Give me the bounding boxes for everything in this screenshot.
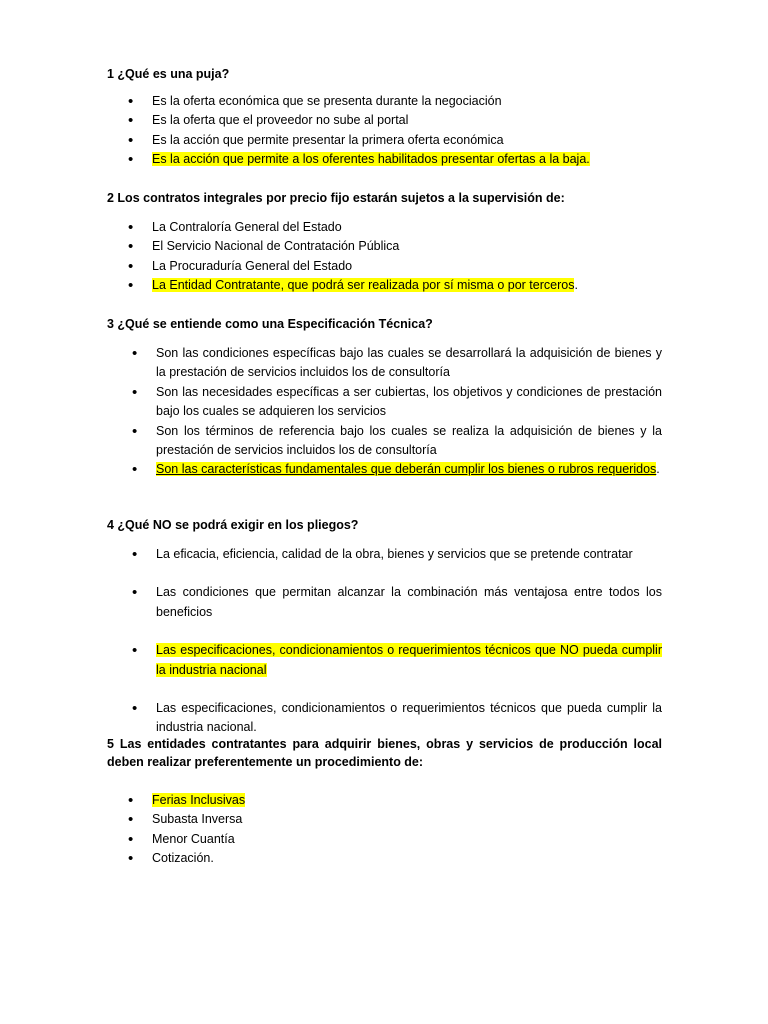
question-2-title: 2 Los contratos integrales por precio fijo estarán sujetos a la supervisión de: bbox=[107, 191, 565, 205]
q1-option-a: • Es la oferta económica que se presenta durante la negociación bbox=[0, 92, 662, 111]
q4-option-b: • Las condiciones que permitan alcanzar la combinación más ventajosa entre todos los beneficios bbox=[0, 583, 662, 622]
question-3-options bbox=[0, 344, 768, 480]
q4-option-a: • La eficacia, eficiencia, calidad de la obra, bienes y servicios que se pretende contratar bbox=[0, 545, 662, 564]
q1-option-c: • Es la acción que permite presentar la primera oferta económica bbox=[0, 131, 662, 150]
q1-option-b: • Es la oferta que el proveedor no sube al portal bbox=[0, 111, 662, 130]
highlighted-answer: Las especificaciones, condicionamientos o requerimientos técnicos que NO pueda cumplir la industria nacional bbox=[156, 643, 662, 677]
question-4-options bbox=[0, 545, 768, 738]
q3-option-c: • Son los términos de referencia bajo los cuales se realiza la adquisición de bienes y la prestación de servicios incluidos los de consultoría bbox=[0, 422, 662, 461]
question-3-title: 3 ¿Qué se entiende como una Especificación Técnica? bbox=[107, 317, 433, 331]
highlighted-answer: La Entidad Contratante, que podrá ser realizada por sí misma o por terceros bbox=[152, 278, 575, 293]
q3-option-a: • Son las condiciones específicas bajo las cuales se desarrollará la adquisición de bienes y la prestación de servicios incluidos los de consultoría bbox=[0, 344, 662, 383]
highlighted-answer: Es la acción que permite a los oferentes habilitados presentar ofertas a la baja. bbox=[152, 152, 590, 167]
question-5-title: 5 Las entidades contratantes para adquirir bienes, obras y servicios de producción local deben realizar preferentemente un procedimiento de: bbox=[107, 737, 662, 769]
q1-option-d-answer bbox=[0, 150, 662, 169]
highlighted-answer: Son las características fundamentales que deberán cumplir los bienes o rubros requeridos bbox=[156, 462, 657, 477]
q2-option-c: • La Procuraduría General del Estado bbox=[0, 257, 662, 276]
q3-option-d-answer bbox=[0, 460, 662, 479]
q5-option-a-answer bbox=[0, 791, 662, 810]
q4-option-d: • Las especificaciones, condicionamientos o requerimientos técnicos que pueda cumplir la industria nacional. bbox=[0, 699, 662, 738]
q5-option-b: • Subasta Inversa bbox=[0, 810, 662, 829]
q2-option-a: • La Contraloría General del Estado bbox=[0, 218, 662, 237]
question-1-title: 1 ¿Qué es una puja? bbox=[107, 67, 230, 81]
question-1-options bbox=[0, 92, 768, 170]
q5-option-d: • Cotización. bbox=[0, 849, 662, 868]
q3-option-b: • Son las necesidades específicas a ser cubiertas, los objetivos y condiciones de prestación bajo los cuales se adquieren los servicios bbox=[0, 383, 662, 422]
question-2-options bbox=[0, 218, 768, 296]
highlighted-answer: Ferias Inclusivas bbox=[152, 793, 246, 807]
answer-suffix: . bbox=[574, 278, 578, 293]
q2-option-b: • El Servicio Nacional de Contratación Pública bbox=[0, 237, 662, 256]
q4-option-c-answer bbox=[0, 641, 662, 680]
q2-option-d-answer bbox=[0, 276, 662, 295]
answer-suffix: . bbox=[656, 462, 660, 477]
question-5-options bbox=[0, 791, 768, 869]
q5-option-c: • Menor Cuantía bbox=[0, 830, 662, 849]
question-4-title: 4 ¿Qué NO se podrá exigir en los pliegos? bbox=[107, 518, 359, 532]
